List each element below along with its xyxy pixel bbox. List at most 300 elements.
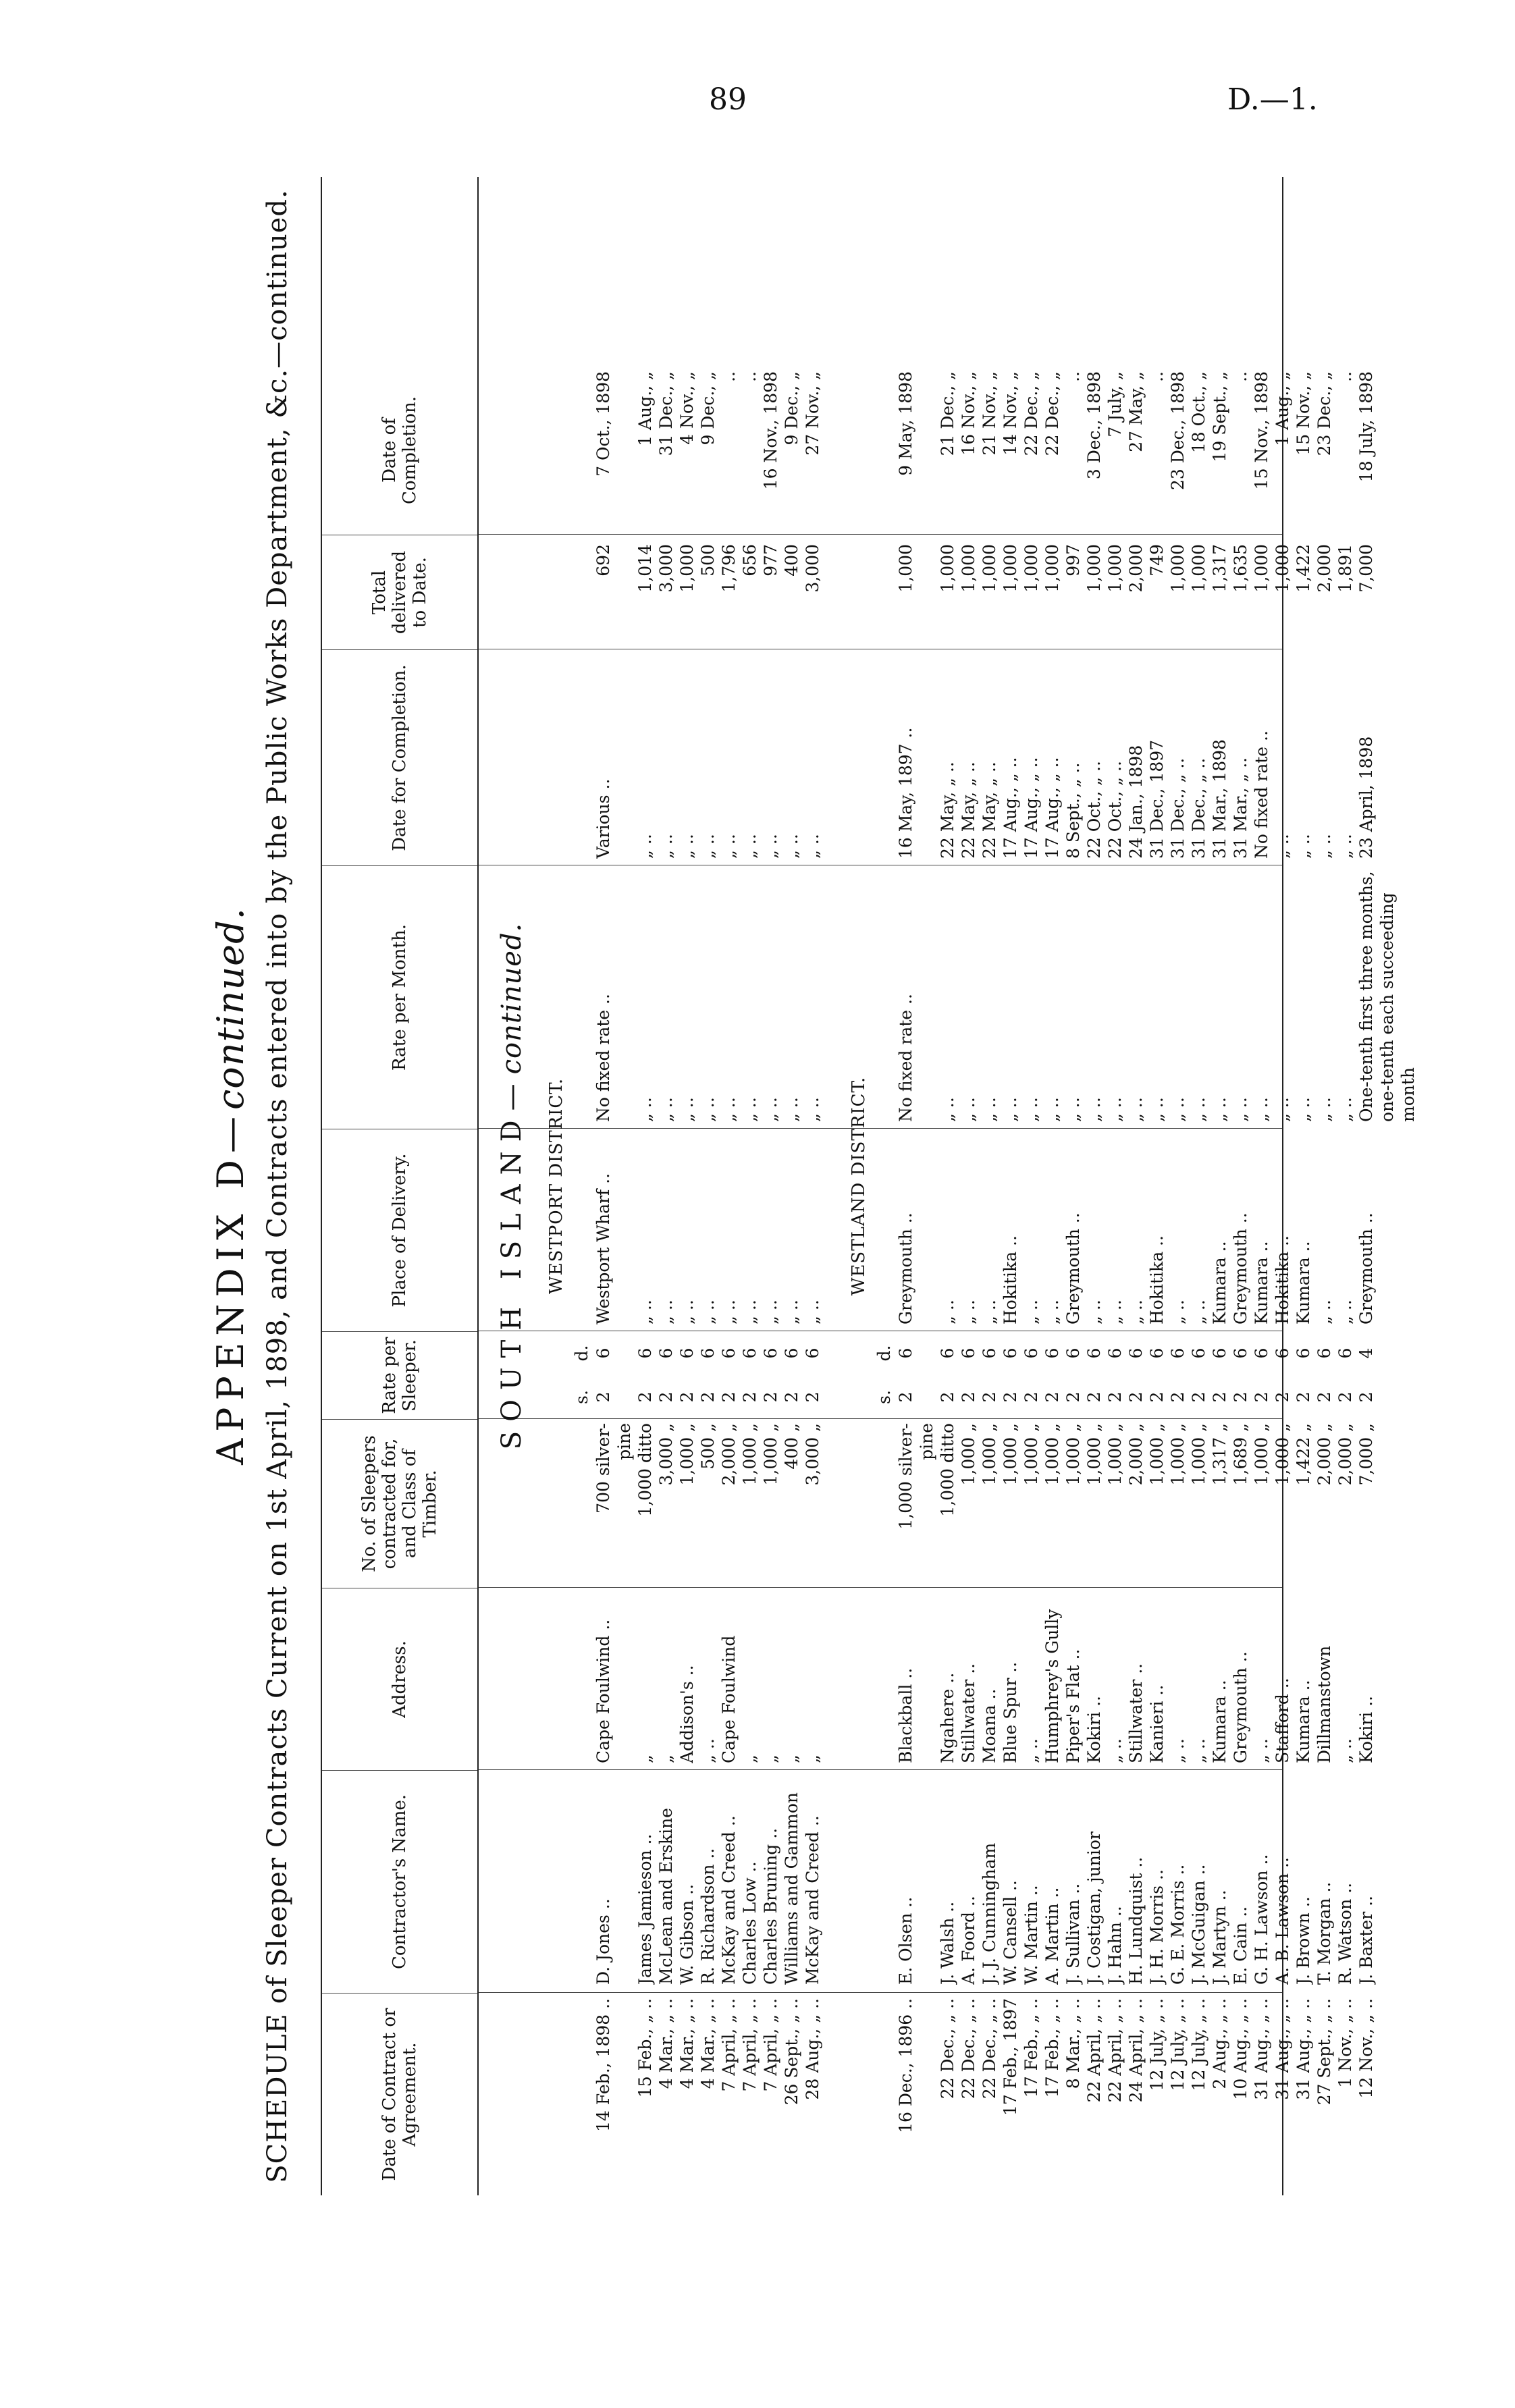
cell-date-for: 17 Aug., „ .. <box>1042 757 1062 859</box>
cell-month: „ .. <box>761 1097 780 1122</box>
cell-name: T. Morgan .. <box>1314 1881 1334 1985</box>
cell-number: 1,000 „ <box>1147 1423 1167 1486</box>
cell-month: month <box>1398 1067 1418 1122</box>
cell-total: 7,000 <box>1356 544 1376 593</box>
cell-address: Moana .. <box>980 1688 999 1763</box>
cell-rate-s: 2 <box>698 1391 718 1403</box>
header-rate: Rate per Sleeper. <box>322 1331 477 1419</box>
cell-date-of: 3 Dec., 1898 <box>1084 371 1104 480</box>
cell-address: Kokiri .. <box>1084 1696 1104 1763</box>
cell-date: 17 Feb., 1897 <box>1001 1998 1020 2116</box>
cell-address: „ .. <box>1189 1738 1208 1763</box>
cell-number: 1,000 „ <box>740 1423 760 1486</box>
cell-total: 656 <box>740 544 760 577</box>
cell-total: 2,000 <box>1314 544 1334 593</box>
cell-total: 1,000 <box>959 544 978 593</box>
cell-number: 1,000 ditto <box>938 1423 957 1517</box>
table-row <box>635 177 656 2195</box>
cell-rate-d: 6 <box>1126 1347 1146 1359</box>
cell-total: 2,000 <box>1126 544 1146 593</box>
cell-date-for: „ .. <box>635 834 655 859</box>
cell-date-of: 14 Nov., „ <box>1001 371 1020 456</box>
cell-place: „ .. <box>698 1300 718 1325</box>
cell-date-for: 31 Dec., „ .. <box>1168 757 1188 859</box>
units-row <box>572 177 592 2195</box>
cell-rate-d: 6 <box>1084 1347 1104 1359</box>
cell-rate-s: 2 <box>635 1391 655 1403</box>
cell-date-for: 23 April, 1898 <box>1356 736 1376 859</box>
cell-month: „ .. <box>719 1097 739 1122</box>
header-date-of: Date of Completion. <box>379 396 420 504</box>
cell-total: 1,000 <box>1273 544 1292 593</box>
cell-rate-s: 2 <box>1105 1391 1125 1403</box>
table-row <box>761 177 781 2195</box>
cell-name: H. Lundquist .. <box>1126 1856 1146 1985</box>
cell-date-for: „ .. <box>803 834 822 859</box>
cell-place: „ .. <box>938 1300 957 1325</box>
table-body <box>479 177 1418 2195</box>
cell-address: „ .. <box>1335 1738 1355 1763</box>
cell-month: No fixed rate .. <box>896 994 915 1122</box>
cell-rate-d: 6 <box>1273 1347 1292 1359</box>
cell-number: 1,000 „ <box>1168 1423 1188 1486</box>
table-row <box>740 177 760 2195</box>
units-row <box>874 177 895 2195</box>
cell-date-for: „ .. <box>1314 834 1334 859</box>
cell-rate-s: 2 <box>1063 1391 1083 1403</box>
cell-rate-d: 6 <box>782 1347 801 1359</box>
cell-name: J. J. Cunningham <box>980 1842 999 1985</box>
cell-rate-d: 6 <box>1147 1347 1167 1359</box>
cell-date-of: 22 Dec., „ <box>1042 371 1062 456</box>
cell-date-for: „ .. <box>740 834 760 859</box>
cell-rate-s: 2 <box>782 1391 801 1403</box>
cell-date: 4 Mar., „ .. <box>656 1998 676 2089</box>
cell-rate-s: 2 <box>980 1391 999 1403</box>
cell-rate-s: 2 <box>1042 1391 1062 1403</box>
cell-number: 2,000 „ <box>1335 1423 1355 1486</box>
cell-number: 2,000 „ <box>1314 1423 1334 1486</box>
westland-heading: WESTLAND DISTRICT. <box>849 1076 869 1296</box>
cell-total: 1,000 <box>938 544 957 593</box>
cell-rate-d: 6 <box>698 1347 718 1359</box>
cell-month: „ .. <box>980 1097 999 1122</box>
cell-date-for: „ .. <box>1294 834 1313 859</box>
cell-address: „ .. <box>698 1738 718 1763</box>
cell-total: 1,000 <box>1001 544 1020 593</box>
cell-name: R. Richardson .. <box>698 1848 718 1985</box>
header-total: Total delivered to Date. <box>322 535 477 649</box>
cell-number: 3,000 „ <box>656 1423 676 1486</box>
cell-name: McKay and Creed .. <box>803 1815 822 1985</box>
cell-rate-s: 2 <box>803 1391 822 1403</box>
cell-month: one-tenth each succeeding <box>1377 892 1397 1122</box>
cell-total: 1,422 <box>1294 544 1313 593</box>
cell-date: 17 Feb., „ .. <box>1021 1998 1041 2098</box>
page-number: 89 <box>709 82 747 117</box>
cell-date: 22 April, „ .. <box>1105 1998 1125 2103</box>
cell-name: W. Cansell .. <box>1001 1880 1020 1985</box>
cell-date-of: .. <box>719 371 739 382</box>
table-row <box>980 177 1000 2195</box>
cell-name: McLean and Erskine <box>656 1808 676 1985</box>
cell-rate-d: 6 <box>761 1347 780 1359</box>
cell-date: 12 July, „ .. <box>1168 1998 1188 2091</box>
table-row <box>1126 177 1146 2195</box>
cell-month: „ .. <box>1021 1097 1041 1122</box>
cell-date-for: 24 Jan., 1898 <box>1126 745 1146 859</box>
cell-date-for: 31 Mar., „ .. <box>1231 757 1250 859</box>
cell-name: G. H. Lawson .. <box>1252 1854 1271 1985</box>
cell-place: „ .. <box>1189 1300 1208 1325</box>
island-heading-cont: continued. <box>496 922 527 1075</box>
cell-date: 7 April, „ .. <box>719 1998 739 2092</box>
header-date-for: Date for Completion. <box>322 649 477 865</box>
table-row <box>1084 177 1105 2195</box>
cell-month: „ .. <box>1335 1097 1355 1122</box>
cell-place: „ .. <box>1126 1300 1146 1325</box>
cell-rate-s: 2 <box>1356 1391 1376 1403</box>
table-row <box>593 177 614 2195</box>
cell-rate-s: 2 <box>1252 1391 1271 1403</box>
cell-address: Kumara .. <box>1210 1680 1229 1763</box>
cell-address: Piper's Flat .. <box>1063 1649 1083 1763</box>
cell-total: 1,635 <box>1231 544 1250 593</box>
cell-place: „ .. <box>740 1300 760 1325</box>
cell-date: 24 April, „ .. <box>1126 1998 1146 2103</box>
cell-rate-d: 6 <box>1105 1347 1125 1359</box>
cell-month: „ .. <box>1273 1097 1292 1122</box>
cell-place: „ .. <box>782 1300 801 1325</box>
cell-rate-s: 2 <box>1273 1391 1292 1403</box>
cell-name: A. B. Lawson .. <box>1273 1857 1292 1985</box>
table-row <box>1021 177 1042 2195</box>
table-row <box>896 177 916 2195</box>
cell-total: 1,000 <box>1252 544 1271 593</box>
cell-rate-d: 6 <box>803 1347 822 1359</box>
cell-date: 12 July, „ .. <box>1189 1998 1208 2091</box>
schedule-subtitle: SCHEDULE of Sleeper Contracts Current on 1st April, 1898, and Contracts entered into by the Public Works Department, &c.—continued. <box>262 189 293 2183</box>
cell-name: James Jamieson .. <box>635 1834 655 1985</box>
cell-month: „ .. <box>1063 1097 1083 1122</box>
cell-rate-d: 6 <box>635 1347 655 1359</box>
cell-month: „ .. <box>1042 1097 1062 1122</box>
cell-number: 1,000 „ <box>959 1423 978 1486</box>
table-row <box>938 177 958 2195</box>
cell-address: Kanieri .. <box>1147 1684 1167 1763</box>
table-header <box>321 177 479 2195</box>
header-date: Date of Contract or Agreement. <box>322 1993 477 2195</box>
cell-name: J. Hahn .. <box>1105 1906 1125 1985</box>
cell-address: „ .. <box>1252 1738 1271 1763</box>
cell-date-of: 18 Oct., „ <box>1189 371 1208 454</box>
cell-rate-s: 2 <box>1231 1391 1250 1403</box>
cell-date-for: 31 Mar., 1898 <box>1210 739 1229 859</box>
cell-address: „ <box>740 1755 760 1763</box>
table-row <box>1356 177 1377 2195</box>
cell-rate-s: 2 <box>1314 1391 1334 1403</box>
cell-name: J. Walsh .. <box>938 1901 957 1985</box>
cell-total: 977 <box>761 544 780 577</box>
cell-address: „ <box>761 1755 780 1763</box>
cell-date-for: 22 Oct., „ .. <box>1084 761 1104 859</box>
cell-total: 997 <box>1063 544 1083 577</box>
cell-rate-s: 2 <box>593 1391 613 1403</box>
cell-date: 28 Aug., „ .. <box>803 1998 822 2100</box>
table-row <box>959 177 979 2195</box>
cell-date-of: 9 May, 1898 <box>896 371 915 476</box>
cell-date-for: „ .. <box>782 834 801 859</box>
cell-place: Hokitika .. <box>1273 1235 1292 1325</box>
header-address: Address. <box>322 1588 477 1770</box>
cell-rate-s: 2 <box>1001 1391 1020 1403</box>
cell-date-of: 7 July, „ <box>1105 371 1125 437</box>
cell-place: Westport Wharf .. <box>593 1173 613 1325</box>
cell-rate-s: 2 <box>1294 1391 1313 1403</box>
cell-month: „ .. <box>938 1097 957 1122</box>
cell-number: 1,317 „ <box>1210 1423 1229 1486</box>
cell-place: „ .. <box>1105 1300 1125 1325</box>
table-row <box>1189 177 1209 2195</box>
table-row <box>1377 177 1398 2195</box>
cell-date-of: 27 Nov., „ <box>803 371 822 456</box>
cell-name: A. Foord .. <box>959 1896 978 1985</box>
cell-address: Greymouth .. <box>1231 1651 1250 1763</box>
cell-name: J. Sullivan .. <box>1063 1883 1083 1985</box>
cell-number: 1,000 „ <box>1273 1423 1292 1486</box>
cell-number: pine <box>614 1423 634 1460</box>
cell-name: J. Baxter .. <box>1356 1896 1376 1985</box>
cell-rate-s: 2 <box>1147 1391 1167 1403</box>
cell-date-of: 22 Dec., „ <box>1021 371 1041 456</box>
cell-rate-s: 2 <box>1021 1391 1041 1403</box>
cell-name: J. H. Morris .. <box>1147 1869 1167 1985</box>
cell-date-for: 31 Dec., 1897 <box>1147 739 1167 859</box>
page-reference: D.—1. <box>1227 82 1318 117</box>
cell-month: „ .. <box>1105 1097 1125 1122</box>
cell-total: 1,000 <box>1168 544 1188 593</box>
cell-name: J. McGuigan .. <box>1189 1864 1208 1985</box>
westport-heading: WESTPORT DISTRICT. <box>546 1077 566 1295</box>
appendix-title-cont: continued. <box>209 907 252 1110</box>
table-row <box>782 177 802 2195</box>
unit-pence: d. <box>572 1345 591 1362</box>
cell-place: „ .. <box>761 1300 780 1325</box>
cell-rate-d: 6 <box>896 1347 915 1359</box>
cell-date: 4 Mar., „ .. <box>677 1998 697 2089</box>
unit-shillings: s. <box>874 1390 894 1404</box>
cell-date-for: 17 Aug., „ .. <box>1001 757 1020 859</box>
cell-place: „ .. <box>635 1300 655 1325</box>
cell-date-of: 9 Dec., „ <box>782 371 801 446</box>
cell-month: „ .. <box>782 1097 801 1122</box>
cell-address: Stafford .. <box>1273 1678 1292 1763</box>
cell-name: Williams and Gammon <box>782 1792 801 1985</box>
cell-rate-d: 6 <box>1021 1347 1041 1359</box>
cell-place: „ .. <box>1084 1300 1104 1325</box>
table-row <box>1398 177 1418 2195</box>
cell-date-of: 4 Nov., „ <box>677 371 697 445</box>
landscape-page <box>209 177 1418 2195</box>
cell-rate-d: 6 <box>656 1347 676 1359</box>
cell-date: 4 Mar., „ .. <box>698 1998 718 2089</box>
cell-total: 1,796 <box>719 544 739 593</box>
header-place: Place of Delivery. <box>322 1129 477 1331</box>
cell-rate-s: 2 <box>761 1391 780 1403</box>
cell-total: 1,000 <box>1084 544 1104 593</box>
cell-place: Greymouth .. <box>1231 1212 1250 1325</box>
cell-total: 1,317 <box>1210 544 1229 593</box>
cell-address: Stillwater .. <box>1126 1663 1146 1763</box>
cell-rate-s: 2 <box>1168 1391 1188 1403</box>
cell-date-for: 22 May, „ .. <box>938 761 957 859</box>
cell-date-of: 27 May, „ <box>1126 371 1146 452</box>
table-row <box>614 177 635 2195</box>
cell-address: „ .. <box>1021 1738 1041 1763</box>
cell-name: J. Martyn .. <box>1210 1890 1229 1985</box>
cell-number: 1,000 „ <box>1252 1423 1271 1486</box>
cell-total: 1,891 <box>1335 544 1355 593</box>
table-row <box>656 177 676 2195</box>
cell-date-for: 16 May, 1897 .. <box>896 727 915 859</box>
cell-date-for: No fixed rate .. <box>1252 730 1271 859</box>
cell-place: „ .. <box>677 1300 697 1325</box>
cell-rate-d: 6 <box>1189 1347 1208 1359</box>
cell-place: Hokitika .. <box>1147 1235 1167 1325</box>
cell-date: 26 Sept., „ .. <box>782 1998 801 2106</box>
cell-date-of: 19 Sept., „ <box>1210 371 1229 462</box>
cell-name: J. Costigan, junior <box>1084 1831 1104 1985</box>
cell-total: 500 <box>698 544 718 577</box>
cell-total: 692 <box>593 544 613 577</box>
cell-date: 16 Dec., 1896 .. <box>896 1998 915 2133</box>
cell-date-for: „ .. <box>698 834 718 859</box>
cell-name: W. Gibson .. <box>677 1883 697 1985</box>
cell-month: „ .. <box>803 1097 822 1122</box>
cell-rate-d: 6 <box>1063 1347 1083 1359</box>
cell-total: 1,014 <box>635 544 655 593</box>
cell-address: Stillwater .. <box>959 1663 978 1763</box>
cell-rate-d: 6 <box>1335 1347 1355 1359</box>
cell-date: 12 Nov., „ .. <box>1356 1998 1376 2099</box>
table-row <box>1273 177 1293 2195</box>
cell-month: „ .. <box>959 1097 978 1122</box>
cell-month: „ .. <box>1126 1097 1146 1122</box>
cell-rate-d: 6 <box>1231 1347 1250 1359</box>
cell-total: 1,000 <box>980 544 999 593</box>
appendix-title-main: APPENDIX D— <box>209 1109 252 1465</box>
cell-number: 1,000 „ <box>1021 1423 1041 1486</box>
cell-name: E. Cain .. <box>1231 1906 1250 1985</box>
cell-rate-d: 6 <box>1252 1347 1271 1359</box>
cell-date: 27 Sept., „ .. <box>1314 1998 1334 2106</box>
cell-rate-s: 2 <box>959 1391 978 1403</box>
cell-date: 2 Aug., „ .. <box>1210 1998 1229 2089</box>
cell-rate-d: 6 <box>719 1347 739 1359</box>
cell-date-of: 15 Nov., „ <box>1294 371 1313 456</box>
table-row <box>1335 177 1356 2195</box>
cell-place: „ .. <box>1314 1300 1334 1325</box>
cell-place: Greymouth .. <box>1356 1212 1376 1325</box>
cell-date-for: „ .. <box>677 834 697 859</box>
table-row <box>677 177 697 2195</box>
cell-total: 1,000 <box>1189 544 1208 593</box>
table-row <box>1147 177 1167 2195</box>
cell-month: „ .. <box>1168 1097 1188 1122</box>
table-row <box>1168 177 1188 2195</box>
cell-rate-s: 2 <box>740 1391 760 1403</box>
cell-name: Charles Bruning .. <box>761 1827 780 1985</box>
cell-date-of: 7 Oct., 1898 <box>593 371 613 477</box>
cell-date: 8 Mar., „ .. <box>1063 1998 1083 2089</box>
cell-number: 2,000 „ <box>719 1423 739 1486</box>
cell-address: Blackball .. <box>896 1667 915 1763</box>
cell-name: R. Watson .. <box>1335 1882 1355 1985</box>
cell-place: Kumara .. <box>1210 1241 1229 1325</box>
cell-month: „ .. <box>1210 1097 1229 1122</box>
cell-address: Cape Foulwind <box>719 1635 739 1763</box>
cell-rate-s: 2 <box>1126 1391 1146 1403</box>
cell-month: „ .. <box>698 1097 718 1122</box>
cell-date: 14 Feb., 1898 .. <box>593 1998 613 2132</box>
cell-date-for: „ .. <box>1273 834 1292 859</box>
table-row <box>1210 177 1230 2195</box>
cell-month: „ .. <box>740 1097 760 1122</box>
unit-shillings: s. <box>572 1390 591 1404</box>
cell-address: Addison's .. <box>677 1665 697 1763</box>
cell-month: „ .. <box>1189 1097 1208 1122</box>
cell-date-of: 21 Dec., „ <box>938 371 957 456</box>
cell-date: 31 Aug., „ .. <box>1294 1998 1313 2100</box>
cell-name: E. Olsen .. <box>896 1896 915 1985</box>
cell-month: „ .. <box>1252 1097 1271 1122</box>
cell-date-of: .. <box>1147 371 1167 382</box>
cell-total: 1,000 <box>896 544 915 593</box>
island-heading-main: SOUTH ISLAND— <box>496 1074 527 1450</box>
cell-name: A. Martin .. <box>1042 1887 1062 1985</box>
cell-address: Ngahere .. <box>938 1672 957 1763</box>
cell-address: Blue Spur .. <box>1001 1661 1020 1763</box>
cell-total: 3,000 <box>656 544 676 593</box>
cell-address: „ <box>656 1755 676 1763</box>
cell-date-for: 22 Oct., „ .. <box>1105 761 1125 859</box>
cell-place: „ .. <box>1042 1300 1062 1325</box>
cell-place: Kumara .. <box>1252 1241 1271 1325</box>
cell-month: „ .. <box>1294 1097 1313 1122</box>
cell-date-of: 1 Aug., „ <box>1273 371 1292 446</box>
cell-date-for: 22 May, „ .. <box>980 761 999 859</box>
cell-total: 400 <box>782 544 801 577</box>
island-heading <box>496 177 527 2195</box>
cell-number: 1,000 „ <box>1042 1423 1062 1486</box>
cell-rate-d: 6 <box>740 1347 760 1359</box>
cell-number: 7,000 „ <box>1356 1423 1376 1486</box>
cell-name: G. E. Morris .. <box>1168 1864 1188 1985</box>
cell-date-for: „ .. <box>761 834 780 859</box>
cell-total: 1,000 <box>1105 544 1125 593</box>
cell-name: D. Jones .. <box>593 1898 613 1985</box>
table-row <box>1042 177 1063 2195</box>
cell-number: 1,000 silver- <box>896 1423 915 1530</box>
table-row <box>917 177 937 2195</box>
cell-date: 1 Nov., „ .. <box>1335 1998 1355 2088</box>
cell-name: Charles Low .. <box>740 1861 760 1985</box>
cell-address: „ <box>635 1755 655 1763</box>
cell-date: 7 April, „ .. <box>761 1998 780 2092</box>
cell-number: 1,000 „ <box>1084 1423 1104 1486</box>
cell-rate-d: 6 <box>1314 1347 1334 1359</box>
cell-date-of: .. <box>1335 371 1355 382</box>
